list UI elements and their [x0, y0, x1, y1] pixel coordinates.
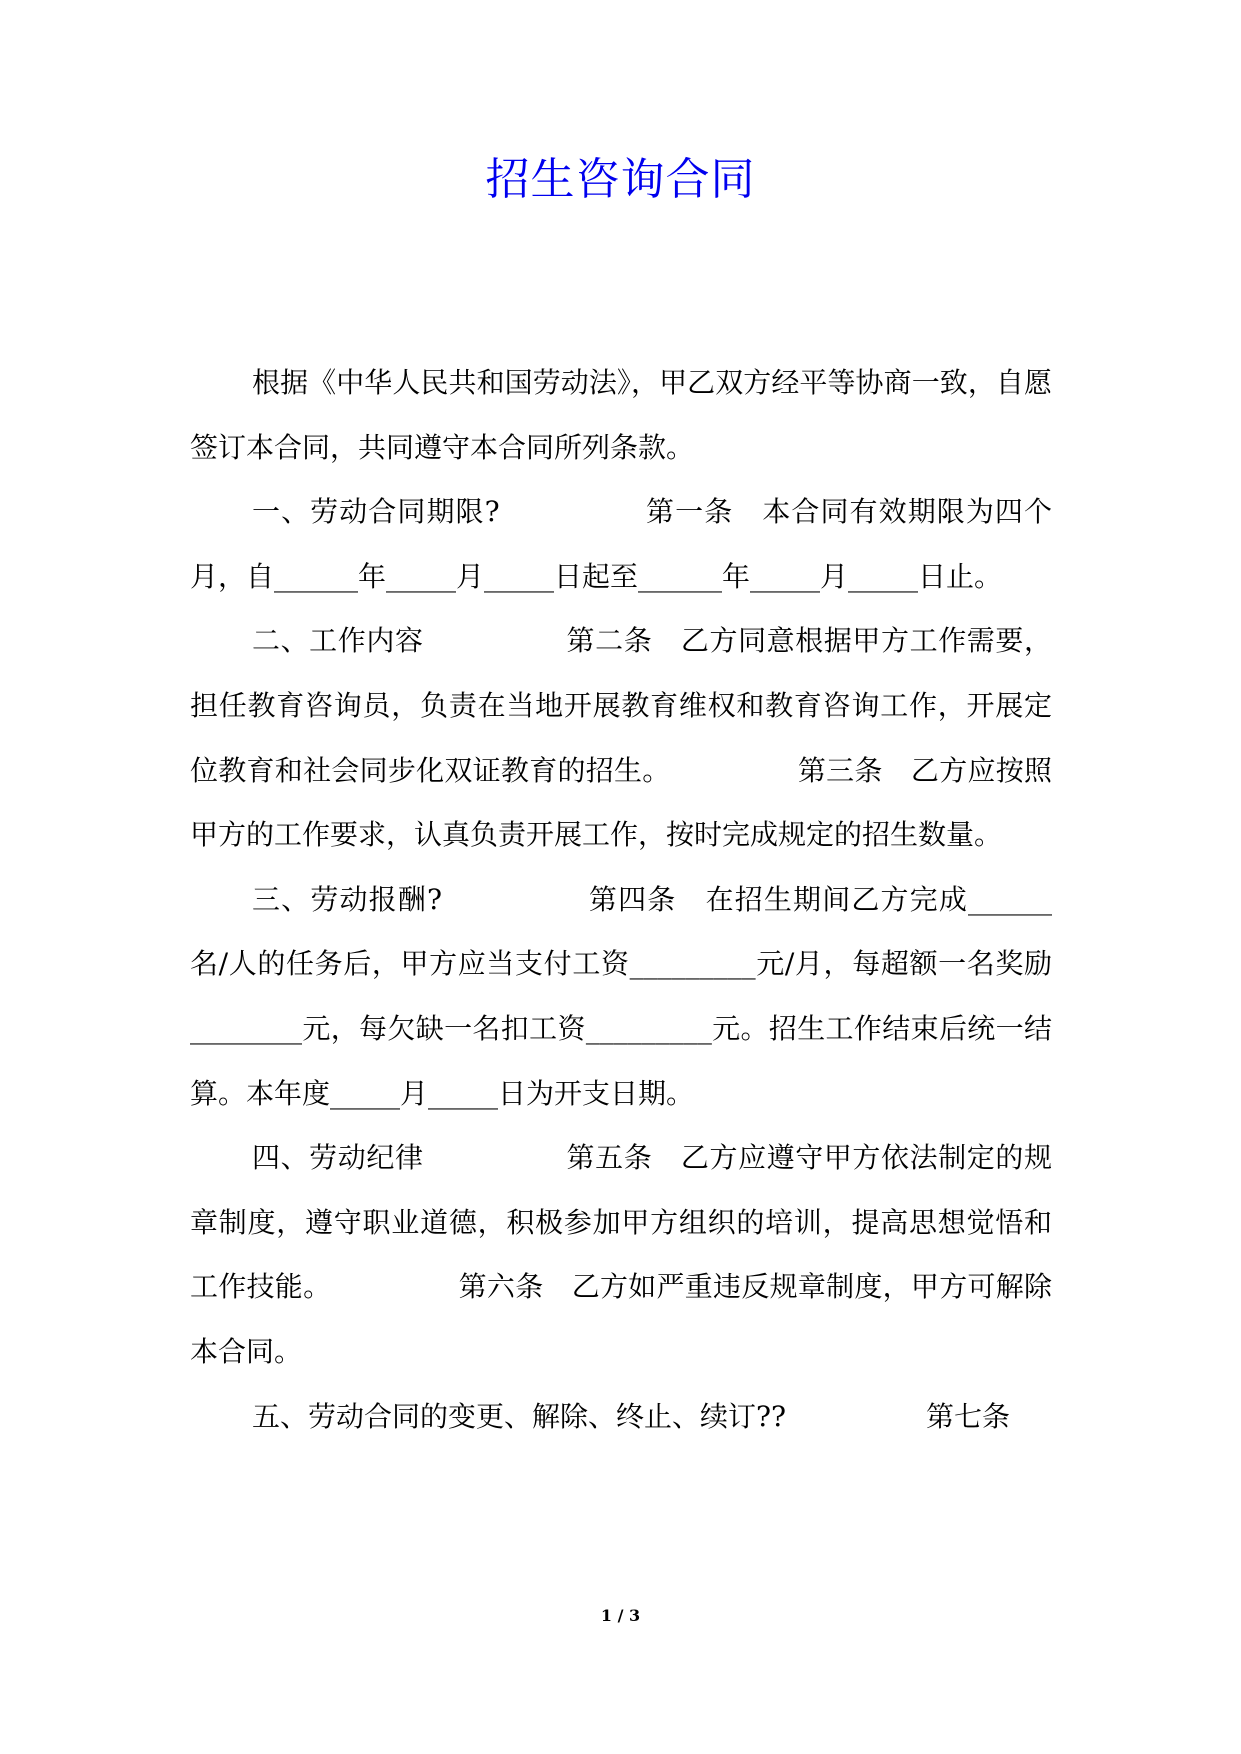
document-title: 招生咨询合同	[485, 154, 756, 205]
paragraph-preamble: 根据《中华人民共和国劳动法》，甲乙双方经平等协商一致，自愿签订本合同，共同遵守本合同所列条款。	[190, 366, 1052, 464]
paragraph-remuneration: 三、劳动报酬? 第四条 在招生期间乙方完成______名/人的任务后，甲方应当支付工资_________元/月，每超额一名奖励________元，每欠缺一名扣工资_________元。招生工作结束后统一结算。本年度_____月_____日为开支日期。	[190, 882, 1052, 1110]
paragraph-discipline: 四、劳动纪律 第五条 乙方应遵守甲方依法制定的规章制度，遵守职业道德，积极参加甲方组织的培训，提高思想觉悟和工作技能。 第六条 乙方如严重违反规章制度，甲方可解除本合同。	[190, 1141, 1052, 1368]
paragraph-contract-changes: 五、劳动合同的变更、解除、终止、续订?? 第七条	[252, 1399, 1011, 1433]
page-number: 1 / 3	[600, 1606, 641, 1625]
paragraph-contract-term: 一、劳动合同期限? 第一条 本合同有效期限为四个月，自______年_____月_____日起至______年_____月_____日止。	[190, 495, 1052, 593]
document-body	[190, 351, 1052, 1449]
paragraph-work-content: 二、工作内容 第二条 乙方同意根据甲方工作需要，担任教育咨询员，负责在当地开展教育维权和教育咨询工作，开展定位教育和社会同步化双证教育的招生。 第三条 乙方应按照甲方的工作要求，认真负责开展工作，按时完成规定的招生数量。	[190, 624, 1052, 852]
